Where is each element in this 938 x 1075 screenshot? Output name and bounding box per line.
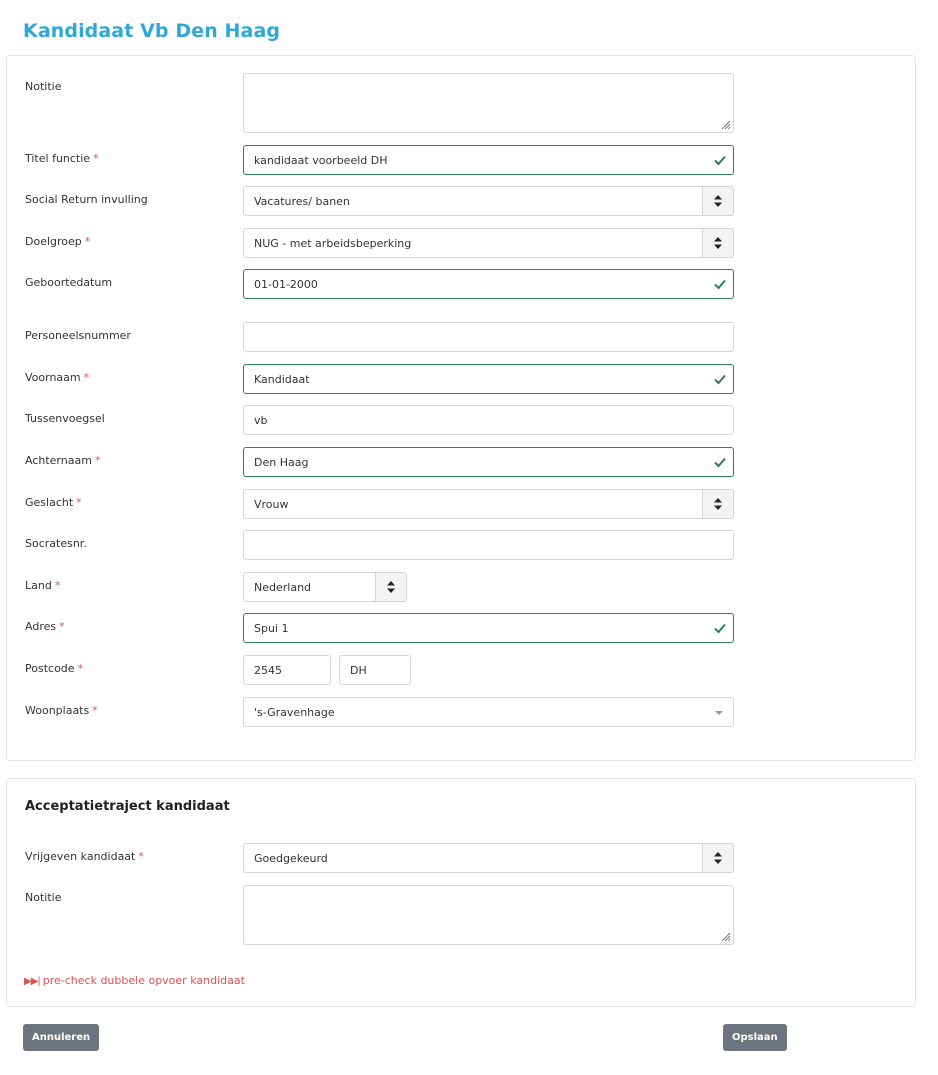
social-return-select[interactable]: Vacatures/ banen <box>243 186 734 216</box>
achternaam-input[interactable]: Den Haag <box>243 447 734 477</box>
acceptatie-notitie-label: Notitie <box>25 891 62 904</box>
achternaam-label: Achternaam * <box>25 454 101 467</box>
adres-label: Adres * <box>25 620 65 633</box>
updown-arrows-icon <box>702 228 734 258</box>
section-title: Acceptatietraject kandidaat <box>25 799 230 814</box>
geslacht-select[interactable]: Vrouw <box>243 489 734 519</box>
woonplaats-label: Woonplaats * <box>25 704 98 717</box>
notitie-label: Notitie <box>25 80 62 93</box>
check-icon <box>713 277 727 291</box>
updown-arrows-icon <box>702 186 734 216</box>
check-icon <box>713 153 727 167</box>
resize-grip-icon[interactable] <box>719 930 731 942</box>
socratesnr-label: Socratesnr. <box>25 537 87 550</box>
updown-arrows-icon <box>702 489 734 519</box>
adres-input[interactable]: Spui 1 <box>243 613 734 643</box>
caret-down-icon <box>715 711 723 715</box>
acceptatie-card <box>6 778 916 1007</box>
tussenvoegsel-label: Tussenvoegsel <box>25 412 105 425</box>
voornaam-label: Voornaam * <box>25 371 90 384</box>
precheck-link[interactable]: ▶▶| pre-check dubbele opvoer kandidaat <box>24 974 245 987</box>
geslacht-label: Geslacht * <box>25 496 82 509</box>
titel-functie-label: Titel functie * <box>25 152 99 165</box>
vrijgeven-label: Vrijgeven kandidaat * <box>25 850 144 863</box>
vrijgeven-select[interactable]: Goedgekeurd <box>243 843 734 873</box>
page-title: Kandidaat Vb Den Haag <box>23 20 281 42</box>
resize-grip-icon[interactable] <box>719 118 731 130</box>
postcode-letters-input[interactable]: DH <box>339 655 411 685</box>
check-icon <box>713 621 727 635</box>
fast-forward-icon: ▶▶| <box>24 976 40 987</box>
candidate-details-card <box>6 55 916 761</box>
postcode-label: Postcode * <box>25 662 84 675</box>
personeelsnummer-label: Personeelsnummer <box>25 329 131 342</box>
acceptatie-notitie-textarea[interactable] <box>243 885 734 945</box>
cancel-button[interactable]: Annuleren <box>23 1024 99 1051</box>
notitie-textarea[interactable] <box>243 73 734 133</box>
voornaam-input[interactable]: Kandidaat <box>243 364 734 394</box>
updown-arrows-icon <box>375 572 407 602</box>
save-button[interactable]: Opslaan <box>723 1024 787 1051</box>
personeelsnummer-input[interactable] <box>243 322 734 352</box>
tussenvoegsel-input[interactable]: vb <box>243 405 734 435</box>
land-label: Land * <box>25 579 61 592</box>
geboortedatum-input[interactable]: 01-01-2000 <box>243 269 734 299</box>
social-return-label: Social Return invulling <box>25 193 148 206</box>
check-icon <box>713 372 727 386</box>
doelgroep-label: Doelgroep * <box>25 235 91 248</box>
geboortedatum-label: Geboortedatum <box>25 276 113 289</box>
land-select[interactable]: Nederland <box>243 572 407 602</box>
check-icon <box>713 455 727 469</box>
woonplaats-select[interactable]: 's-Gravenhage <box>243 697 734 727</box>
updown-arrows-icon <box>702 843 734 873</box>
socratesnr-input[interactable] <box>243 530 734 560</box>
doelgroep-select[interactable]: NUG - met arbeidsbeperking <box>243 228 734 258</box>
titel-functie-input[interactable]: kandidaat voorbeeld DH <box>243 145 734 175</box>
postcode-digits-input[interactable]: 2545 <box>243 655 331 685</box>
